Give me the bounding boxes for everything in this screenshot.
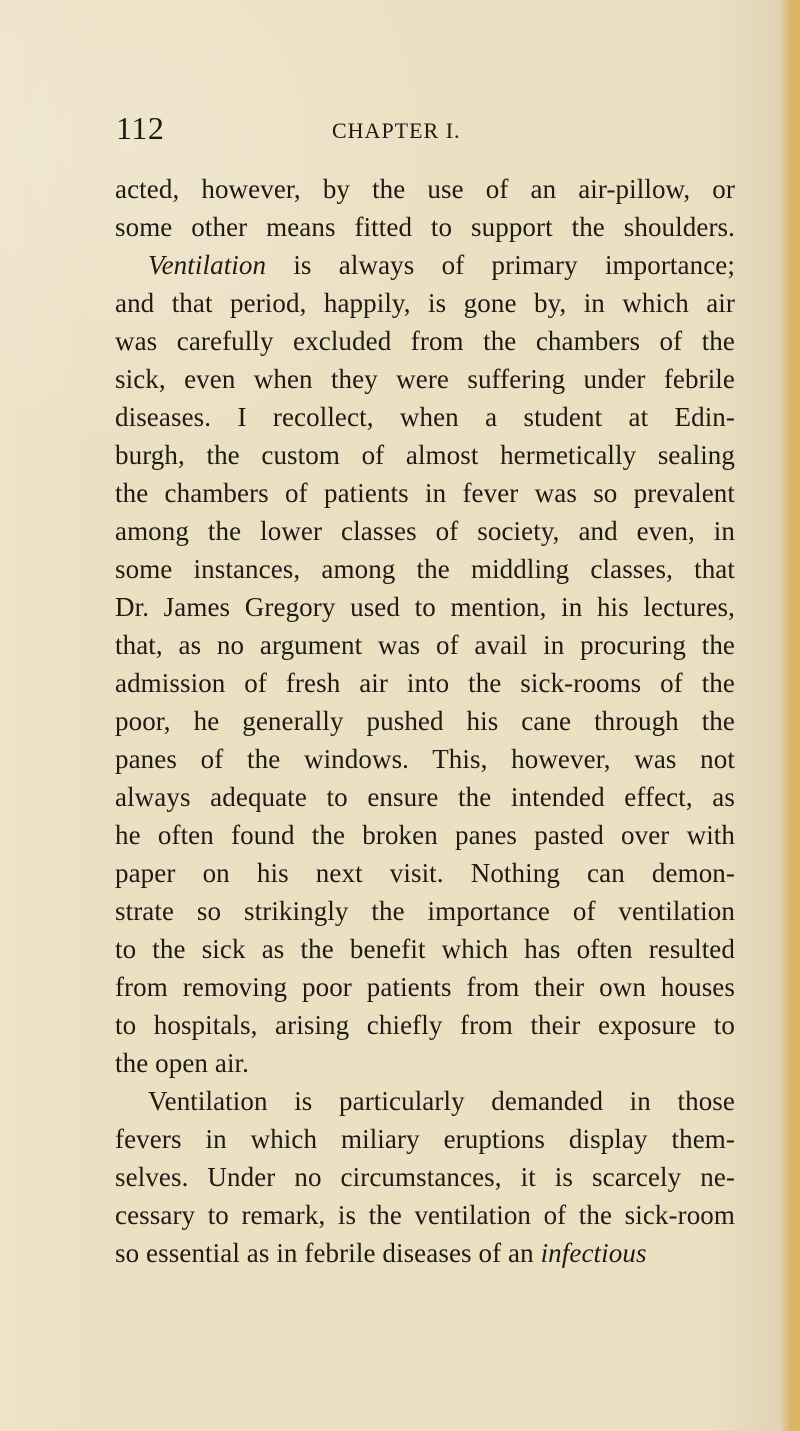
text-line-22: from removing poor patients from their own houses xyxy=(115,972,735,1002)
text-line-20: strate so strikingly the importance of ventilation xyxy=(115,896,735,926)
emphasis-word: Ventilation xyxy=(148,250,267,280)
text-line-25: Ventilation is particularly demanded in those xyxy=(148,1086,735,1116)
text-line-3-rest: is always of primary importance; xyxy=(266,250,735,280)
text-line-18: he often found the broken panes pasted over with xyxy=(115,820,735,850)
text-line-23: to hospitals, arising chiefly from their exposure to xyxy=(115,1010,735,1040)
text-line-7: diseases. I recollect, when a student at Edin- xyxy=(115,402,735,432)
text-line-15: poor, he generally pushed his cane through the xyxy=(115,706,735,736)
text-line-3 xyxy=(115,246,735,284)
text-line-28: cessary to remark, is the ventilation of the sick-room xyxy=(115,1200,735,1230)
text-line-11: some instances, among the middling classes, that xyxy=(115,554,735,584)
text-line-26: fevers in which miliary eruptions display them- xyxy=(115,1124,735,1154)
emphasis-word-end: infectious xyxy=(540,1238,647,1268)
text-line-13: that, as no argument was of avail in procuring the xyxy=(115,630,735,660)
text-line-16: panes of the windows. This, however, was not xyxy=(115,744,735,774)
text-line-29 xyxy=(115,1234,735,1272)
text-line-6: sick, even when they were suffering under febrile xyxy=(115,364,735,394)
text-line-1: acted, however, by the use of an air-pillow, or xyxy=(115,174,735,204)
text-line-5: was carefully excluded from the chambers of the xyxy=(115,326,735,356)
text-line-29-start: so essential as in febrile diseases of an xyxy=(115,1238,541,1268)
text-line-21: to the sick as the benefit which has often resulted xyxy=(115,934,735,964)
text-line-24: the open air. xyxy=(115,1048,250,1078)
text-line-12: Dr. James Gregory used to mention, in his lectures, xyxy=(115,592,735,622)
text-line-27: selves. Under no circumstances, it is scarcely ne- xyxy=(115,1162,735,1192)
chapter-title: CHAPTER I. xyxy=(332,118,461,143)
text-line-19: paper on his next visit. Nothing can demon- xyxy=(115,858,735,888)
text-line-14: admission of fresh air into the sick-rooms of the xyxy=(115,668,735,698)
text-line-8: burgh, the custom of almost hermetically sealing xyxy=(115,440,735,470)
page-header xyxy=(116,112,736,148)
text-line-2: some other means fitted to support the shoulders. xyxy=(115,212,735,242)
page-text xyxy=(115,170,735,1272)
page-number: 112 xyxy=(116,110,165,146)
text-line-10: among the lower classes of society, and even, in xyxy=(115,516,735,546)
text-line-4: and that period, happily, is gone by, in which air xyxy=(115,288,735,318)
text-line-9: the chambers of patients in fever was so prevalent xyxy=(115,478,735,508)
text-line-17: always adequate to ensure the intended effect, as xyxy=(115,782,735,812)
page-edge-shadow xyxy=(780,0,800,1431)
